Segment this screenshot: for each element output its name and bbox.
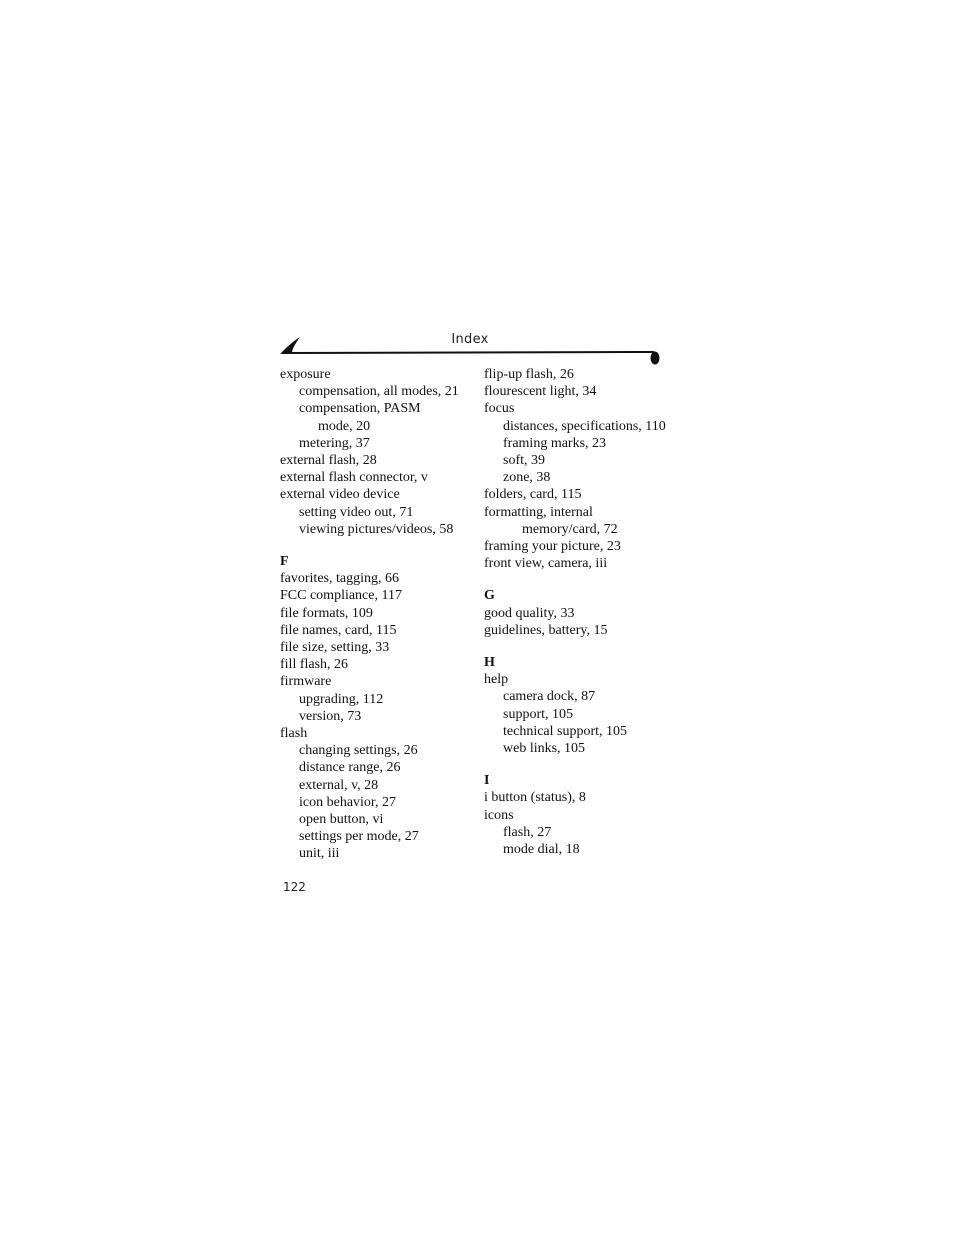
index-entry: help bbox=[484, 672, 509, 688]
index-entry: flip-up flash, 26 bbox=[484, 367, 574, 382]
index-entry: framing your picture, 23 bbox=[484, 539, 621, 555]
index-subentry: setting video out, 71 bbox=[299, 504, 414, 520]
index-entry: external flash connector, v bbox=[280, 470, 428, 486]
index-entry: exposure bbox=[280, 367, 331, 382]
header-end-dot bbox=[651, 352, 660, 365]
index-subentry: compensation, PASM bbox=[299, 401, 421, 417]
index-entry: flourescent light, 34 bbox=[484, 384, 597, 400]
index-subentry: distances, specifications, 110 bbox=[503, 418, 666, 434]
index-entry: file formats, 109 bbox=[280, 605, 373, 621]
index-subentry: version, 73 bbox=[299, 708, 362, 724]
index-section-letter: H bbox=[484, 655, 495, 671]
header-swoosh-left bbox=[280, 337, 300, 354]
index-subentry: compensation, all modes, 21 bbox=[299, 384, 459, 400]
index-subentry: memory/card, 72 bbox=[522, 521, 618, 537]
index-entry: fill flash, 26 bbox=[280, 657, 349, 673]
index-entry: front view, camera, iii bbox=[484, 556, 608, 572]
index-subentry: zone, 38 bbox=[503, 470, 551, 486]
index-entry: favorites, tagging, 66 bbox=[280, 571, 399, 587]
index-subentry: changing settings, 26 bbox=[299, 743, 418, 759]
index-subentry: mode, 20 bbox=[318, 418, 371, 434]
index-subentry: framing marks, 23 bbox=[503, 435, 607, 451]
index-entry: flash bbox=[280, 726, 308, 742]
index-section-letter: G bbox=[484, 588, 495, 604]
index-entry: guidelines, battery, 15 bbox=[484, 622, 608, 638]
index-entry: file size, setting, 33 bbox=[280, 640, 390, 656]
index-entry: file names, card, 115 bbox=[280, 622, 397, 638]
index-entry: formatting, internal bbox=[484, 504, 593, 520]
index-column-right bbox=[484, 366, 674, 858]
index-subentry: open button, vi bbox=[299, 812, 384, 828]
index-subentry: technical support, 105 bbox=[503, 723, 628, 739]
index-subentry: flash, 27 bbox=[503, 824, 552, 840]
index-section-letter: F bbox=[280, 554, 289, 570]
header-rule-line bbox=[282, 352, 654, 353]
index-subentry: upgrading, 112 bbox=[299, 691, 384, 707]
index-subentry: viewing pictures/videos, 58 bbox=[299, 521, 454, 537]
index-subentry: external, v, 28 bbox=[299, 777, 379, 793]
index-entry: i button (status), 8 bbox=[484, 790, 586, 806]
index-entry: icons bbox=[484, 807, 514, 823]
index-entry: external flash, 28 bbox=[280, 453, 377, 469]
index-entry: good quality, 33 bbox=[484, 605, 575, 621]
index-entry: firmware bbox=[280, 674, 332, 690]
index-subentry: camera dock, 87 bbox=[503, 689, 596, 705]
index-subentry: settings per mode, 27 bbox=[299, 829, 419, 845]
index-subentry: metering, 37 bbox=[299, 435, 370, 451]
index-subentry: support, 105 bbox=[503, 706, 573, 722]
index-column-left bbox=[280, 366, 476, 863]
index-subentry: distance range, 26 bbox=[299, 760, 401, 776]
index-subentry: mode dial, 18 bbox=[503, 842, 580, 858]
index-entry: folders, card, 115 bbox=[484, 487, 582, 503]
page-number: 122 bbox=[283, 880, 306, 894]
index-subentry: soft, 39 bbox=[503, 453, 545, 469]
index-subentry: unit, iii bbox=[299, 846, 340, 862]
index-subentry: icon behavior, 27 bbox=[299, 794, 397, 810]
index-entry: external video device bbox=[280, 487, 400, 503]
running-header-title: Index bbox=[451, 332, 489, 347]
index-section-letter: I bbox=[484, 773, 490, 789]
index-entry: FCC compliance, 117 bbox=[280, 588, 402, 604]
index-entry: focus bbox=[484, 401, 515, 417]
index-subentry: web links, 105 bbox=[503, 741, 586, 757]
